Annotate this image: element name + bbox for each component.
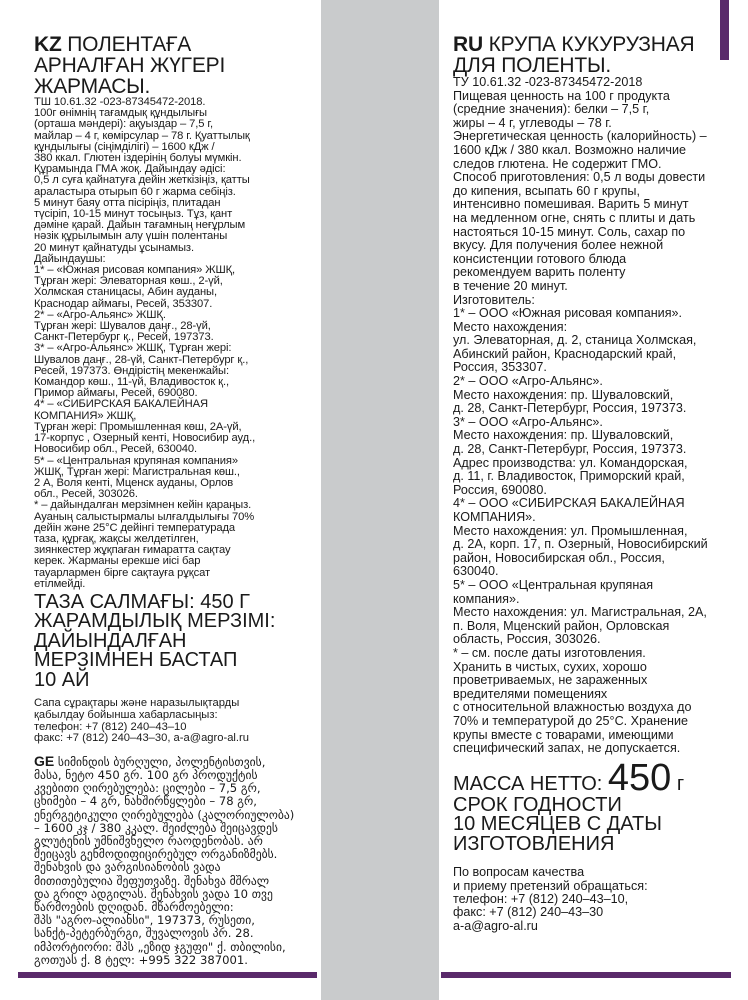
- kz-title-text: ПОЛЕНТАҒА АРНАЛҒАН ЖҮГЕРІ ЖАРМАСЫ.: [34, 34, 226, 98]
- ru-lang-code: RU: [453, 34, 483, 56]
- kz-contacts: Сапа сұрақтары және наразылықтарды қабылдау бойынша хабарласыңыз: телефон: +7 (812) 240–43–10 факс: +7 (812) 240–43–30, a-a@agro-al.ru: [34, 697, 249, 745]
- ru-title: [453, 34, 719, 76]
- kz-description: ТШ 10.61.32 -023-87345472-2018. 100г өнімнің тағамдық құндылығы (орташа мәндері): ақуыздар – 7,5 г, майлар – 4 г, көмірсулар – 78 г. Қуаттылық құндылығы (сіңімділігі) – 1600 кДж / 380 ккал. Глютен іздерінің болуы мүмкін. Құрамында ГМА жоқ. Дайындау әдісі: 0,5 л суға қайнатуға дейін жеткізіңіз, қатты араластыра отырып 60 г жарма себіңіз. 5 минут баяу отта пісіріңіз, плитадан түсіріп, 10-15 минут тосыңыз. Тұз, қант дәмiне қарай. Дайын тағамның неғұрлым нәзік құрылымын алу үшін полентаны 20 минут қайнатуды ұсынамыз. Дайындаушы: 1* – «Южная рисовая компания» ЖШҚ, Тұрған жері: Элеваторная көш., 2-үй, Холмская станицасы, Абин ауданы, Краснодар аймағы, Ресей, 353307. 2* – «Агро-Альянс» ЖШҚ. Тұрған жері: Шувалов даңғ., 28-үй, Санкт-Петербург қ., Ресей, 197373. 3* – «Агро-Альянс» ЖШҚ, Тұрған жері: Шувалов даңғ., 28-үй, Санкт-Петербург қ., Ресей, 197373. Өндірістің мекенжайы: Командор көш., 11-үй, Владивосток қ., Примор аймағы, Ресей, 690080. 4* – «СИБИРСКАЯ БАКАЛЕЙНАЯ КОМПАНИЯ» ЖШҚ, Тұрған жері: Промышленная көш, 2А-үй, 17-корпус , Озерный кенті, Новосибир ауд., Новосибир обл., Ресей, 630040. 5* – «Центральная крупяная компания» ЖШҚ, Тұрған жері: Магистральная көш., 2 А, Воля кенті, Мценск ауданы, Орлов обл., Ресей, 303026. * – дайындалған мерзімнен кейін қараңыз. Ауаның салыстырмалы ылғалдылығы 70% дейін және 25°С дейінгі температурада таза, құрғақ, жақсы желдетілген, зиянкестер жұқпаған ғимаратта сақтау керек. Жарманы ерекше иісі бар тауарлармен бірге сақтауға рұқсат етілмейді.: [34, 96, 256, 590]
- ru-net-unit: г: [671, 772, 685, 795]
- ge-description: სიმინდის ბურღული, პოლენტისთვის, მასა, ნეტო 450 გრ. 100 გრ პროდუქტის კვებითი ღირებულება: ცილები – 7,5 გრ, ცხიმები – 4 გრ, ნახშირწყლები – 78 გრ, ენერგეტიკული ღირებულება (კალორიულობა) – 1600 კჯ / 380 კკალ. შეიძლება შეიცავდეს გლუტენის უმნიშვნელო რაოდენობას. არ შეიცავს გენმოდიფიცირებულ ორგანიზმებს. შენახვის და ვარგისიანობის ვადა მითითებულია შეფუთვაზე. შენახვა მშრალ და გრილ ადგილას. შენახვის ვადა 10 თვე წარმოების დღიდან. მწარმოებელი: შპს "აგრო-ალიანსი", 197373, რუსეთი, სანქტ-პეტერბურგი, შუვალოვის პრ. 28. იმპორტიორი: შპს „ეზიდ ჯგუფი" ქ. თბილისი, გოთუას ქ. 8 ტელ: +995 322 387001.: [34, 754, 295, 967]
- ru-contacts: По вопросам качества и приему претензий обращаться: телефон: +7 (812) 240–43–10, факс: +7 (812) 240–43–30 a-a@agro-al.ru: [453, 865, 648, 933]
- ru-net-weight: [453, 756, 719, 799]
- kz-net-weight-shelf-life: ТАЗА САЛМАҒЫ: 450 Г ЖАРАМДЫЛЫҚ МЕРЗІМІ: ДАЙЫНДАЛҒАН МЕРЗІМНЕН БАСТАП 10 АЙ: [34, 590, 276, 691]
- left-bottom-accent-bar: [18, 972, 317, 978]
- ru-shelf-life: СРОК ГОДНОСТИ 10 МЕСЯЦЕВ С ДАТЫ ИЗГОТОВЛЕНИЯ: [453, 793, 662, 855]
- kz-lang-code: KZ: [34, 34, 62, 56]
- ge-block: [34, 752, 314, 967]
- ge-lang-code: GE: [34, 752, 55, 769]
- ru-net-value: 450: [607, 756, 672, 799]
- ru-net-label: МАССА НЕТТО:: [453, 772, 608, 795]
- right-bottom-accent-bar: [441, 972, 731, 978]
- ru-title-text: КРУПА КУКУРУЗНАЯ ДЛЯ ПОЛЕНТЫ.: [453, 34, 695, 77]
- kz-ge-column: [34, 34, 314, 967]
- ru-description: ТУ 10.61.32 -023-87345472-2018 Пищевая ценность на 100 г продукта (средние значения): белки – 7,5 г, жиры – 4 г, углеводы – 78 г. Энергетическая ценность (калорийность) – 1600 кДж / 380 ккал. Возможно наличие следов глютена. Не содержит ГМО. Способ приготовления: 0,5 л воды довести до кипения, всыпать 60 г крупы, интенсивно помешивая. Варить 5 минут на медленном огне, снять с плиты и дать настояться 10-15 минут. Соль, сахар по вкусу. Для получения более нежной консистенции готового блюда рекомендуем варить поленту в течение 20 минут. Изготовитель: 1* – ООО «Южная рисовая компания». Место нахождения: ул. Элеваторная, д. 2, станица Холмская, Абинский район, Краснодарский край, Россия, 353307. 2* – ООО «Агро-Альянс». Место нахождения: пр. Шуваловский, д. 28, Санкт-Петербург, Россия, 197373. 3* – ООО «Агро-Альянс». Место нахождения: пр. Шуваловский, д. 28, Санкт-Петербург, Россия, 197373. Адрес производства: ул. Командорская, д. 11, г. Владивосток, Приморский край, Россия, 690080. 4* – ООО «СИБИРСКАЯ БАКАЛЕЙНАЯ КОМПАНИЯ». Место нахождения: ул. Промышленная, д. 2А, корп. 17, п. Озерный, Новосибирский район, Новосибирская обл., Россия, 630040. 5* – ООО «Центральная крупяная компания». Место нахождения: ул. Магистральная, 2А, п. Воля, Мценский район, Орловская область, Россия, 303026. * – см. после даты изготовления. Хранить в чистых, сухих, хорошо проветриваемых, не зараженных вредителями помещениях с относительной влажностью воздуха до 70% и температурой до 25°С. Хранение крупы вместе с товарами, имеющими специфический запах, не допускается.: [453, 75, 708, 756]
- center-gray-strip: [321, 0, 439, 1000]
- top-accent-bar: [720, 0, 729, 60]
- ru-column: [453, 34, 719, 933]
- kz-title: [34, 34, 314, 97]
